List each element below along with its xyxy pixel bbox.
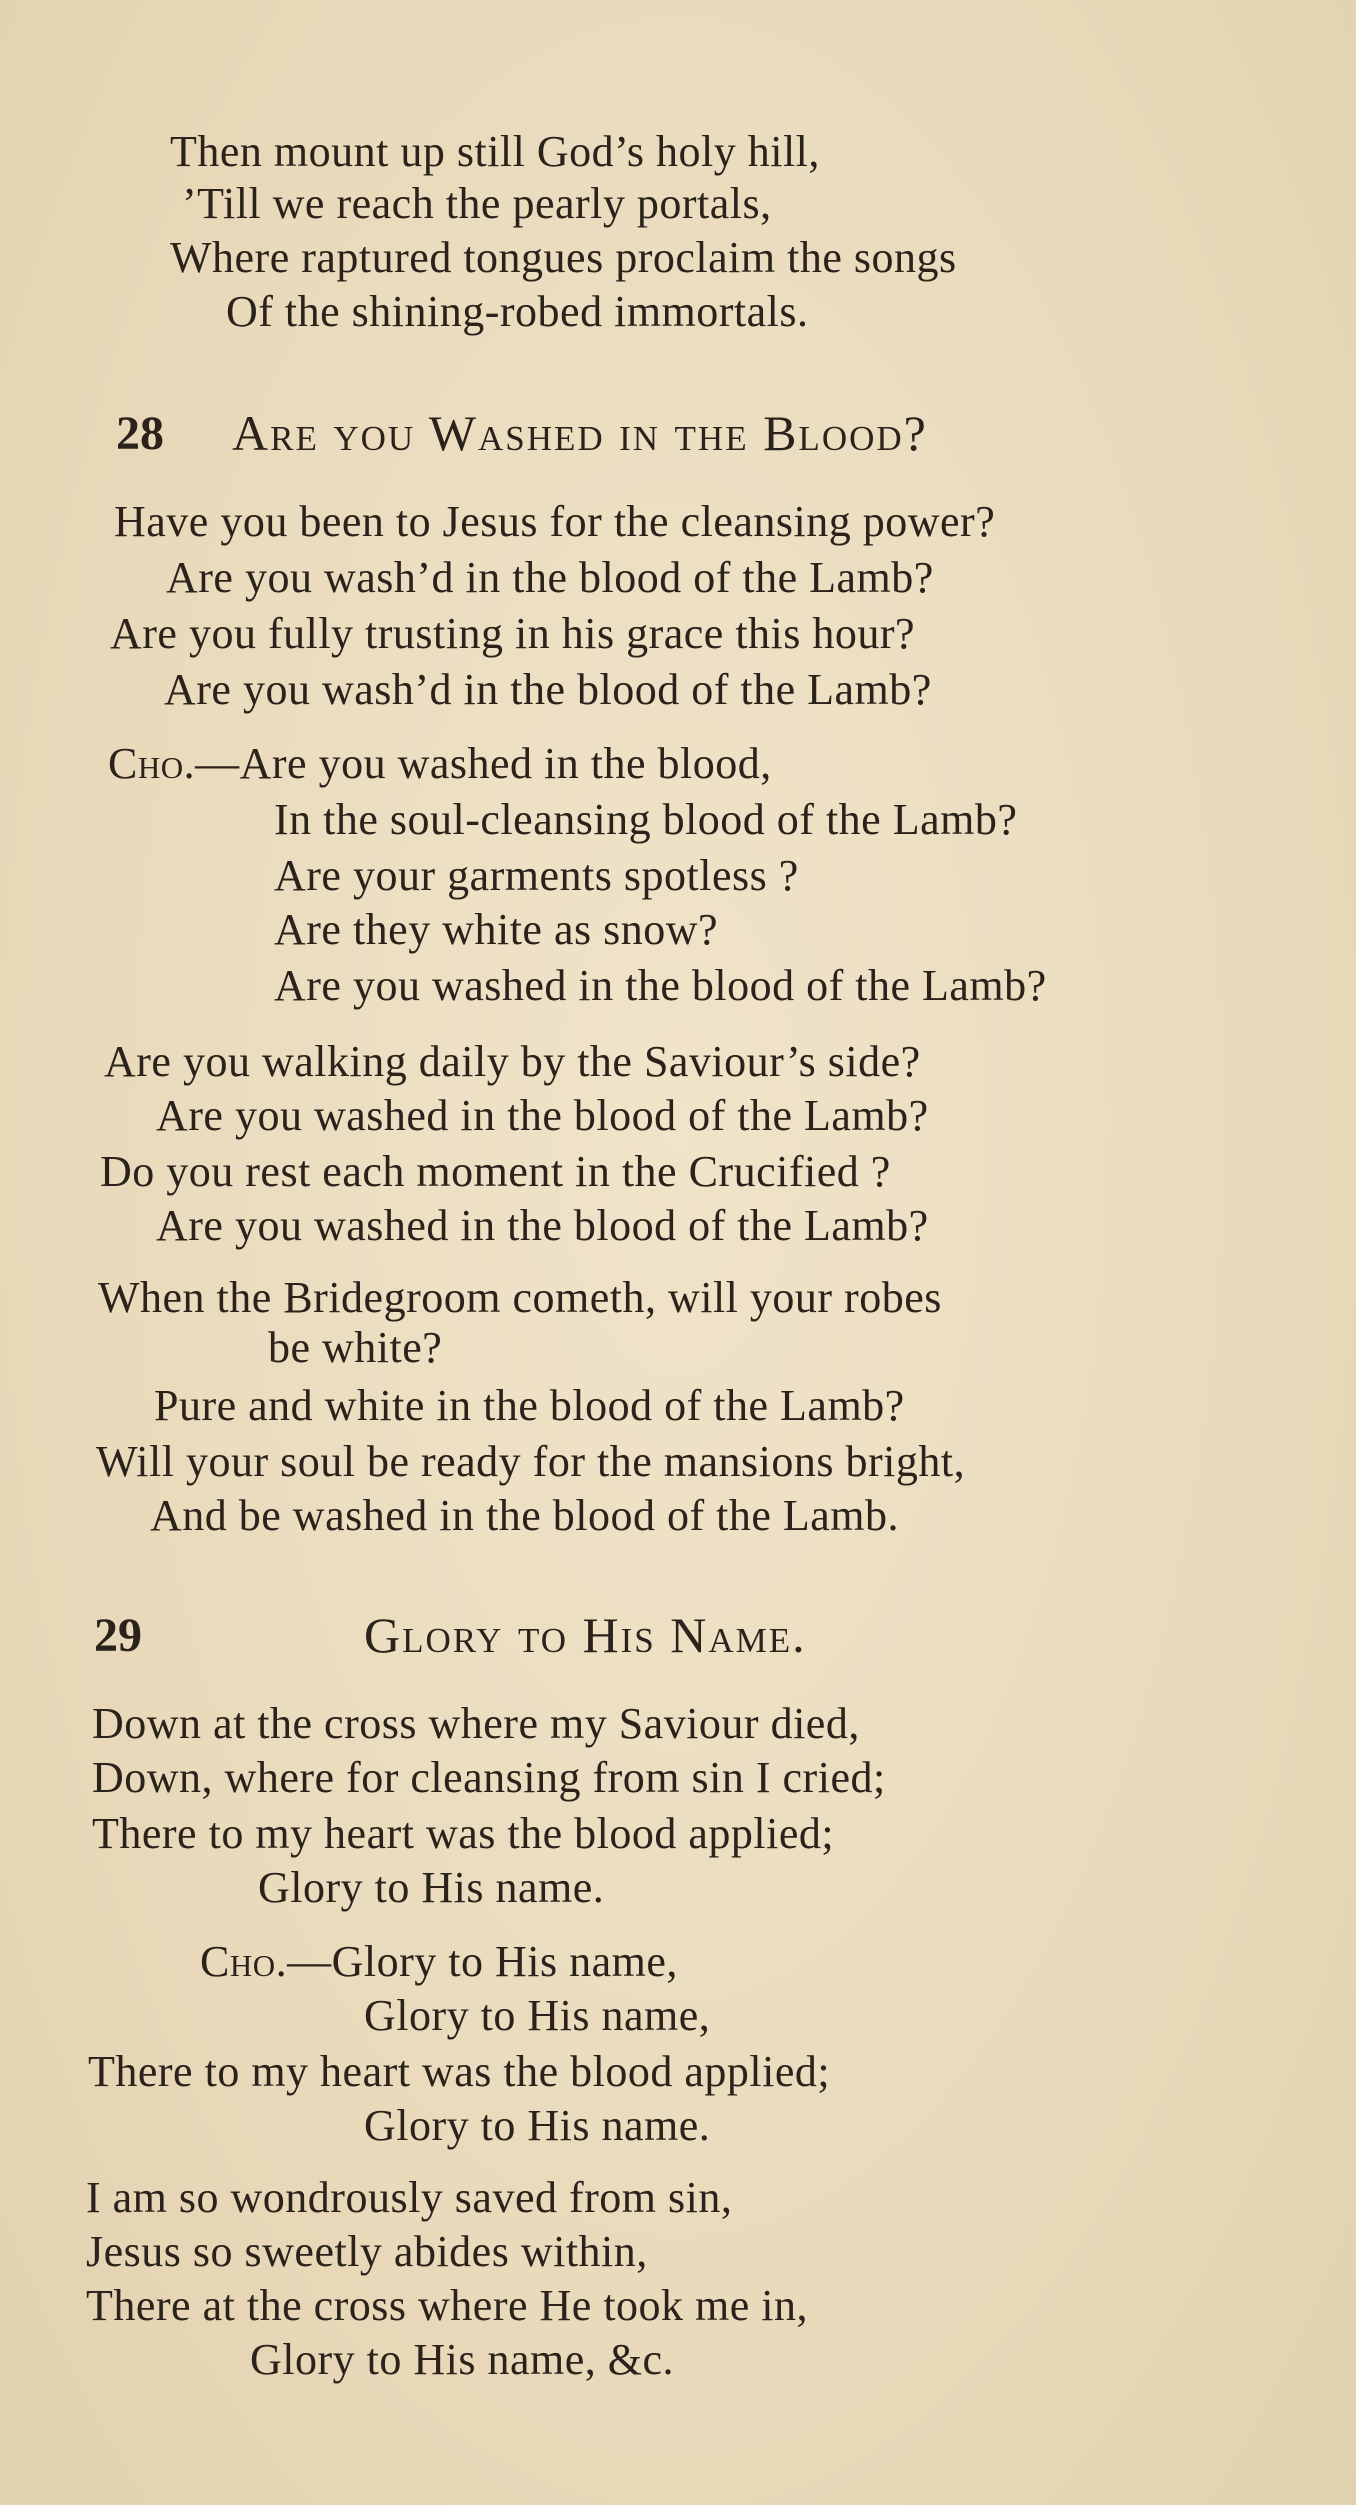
chorus-line: Glory to His name. xyxy=(364,2101,711,2150)
verse-line: be white? xyxy=(268,1323,443,1372)
verse-line: Are you washed in the blood of the Lamb? xyxy=(156,1091,929,1140)
verse-line: Are you wash’d in the blood of the Lamb? xyxy=(166,553,934,602)
verse-line: Down at the cross where my Saviour died, xyxy=(92,1699,860,1748)
verse-line: Do you rest each moment in the Crucified ? xyxy=(100,1147,891,1196)
verse-line: There at the cross where He took me in, xyxy=(86,2281,809,2330)
hymn-number: 29 xyxy=(94,1609,142,1662)
verse-line: When the Bridegroom cometh, will your robes xyxy=(98,1273,942,1322)
chorus-text: —Glory to His name, xyxy=(287,1937,678,1986)
chorus-line xyxy=(200,1937,678,1986)
chorus-line: Are you washed in the blood of the Lamb? xyxy=(274,961,1047,1010)
chorus-line xyxy=(108,739,772,788)
verse-line: Are you walking daily by the Saviour’s side? xyxy=(104,1037,921,1086)
verse-line: Are you wash’d in the blood of the Lamb? xyxy=(164,665,932,714)
chorus-line: There to my heart was the blood applied; xyxy=(88,2047,831,2096)
chorus-text: —Are you washed in the blood, xyxy=(195,739,772,788)
hymn-number: 28 xyxy=(116,407,164,460)
chorus-label: Cho. xyxy=(108,739,196,788)
verse-line: Glory to His name. xyxy=(258,1863,605,1912)
stanza-line: Of the shining-robed immortals. xyxy=(226,287,809,336)
hymn-title: Are you Washed in the Blood? xyxy=(232,405,928,461)
chorus-label: Cho. xyxy=(200,1937,288,1986)
chorus-line: Are your garments spotless ? xyxy=(274,851,799,900)
chorus-line: Are they white as snow? xyxy=(274,905,719,954)
verse-line: Pure and white in the blood of the Lamb? xyxy=(154,1381,905,1430)
verse-line: And be washed in the blood of the Lamb. xyxy=(150,1491,900,1540)
verse-line: Down, where for cleansing from sin I cried; xyxy=(92,1753,886,1802)
verse-line: Glory to His name, &c. xyxy=(250,2335,675,2384)
verse-line: Will your soul be ready for the mansions bright, xyxy=(96,1437,966,1486)
verse-line: Are you fully trusting in his grace this hour? xyxy=(110,609,916,658)
verse-line: I am so wondrously saved from sin, xyxy=(86,2173,733,2222)
stanza-line: Then mount up still God’s holy hill, xyxy=(170,127,820,176)
verse-line: Are you washed in the blood of the Lamb? xyxy=(156,1201,929,1250)
chorus-line: In the soul-cleansing blood of the Lamb? xyxy=(274,795,1018,844)
stanza-line: ’Till we reach the pearly portals, xyxy=(182,179,772,228)
verse-line: Have you been to Jesus for the cleansing power? xyxy=(114,497,996,546)
verse-line: Jesus so sweetly abides within, xyxy=(86,2227,648,2276)
chorus-line: Glory to His name, xyxy=(364,1991,711,2040)
hymn-title: Glory to His Name. xyxy=(364,1607,807,1663)
stanza-line: Where raptured tongues proclaim the songs xyxy=(170,233,957,282)
verse-line: There to my heart was the blood applied; xyxy=(92,1809,835,1858)
